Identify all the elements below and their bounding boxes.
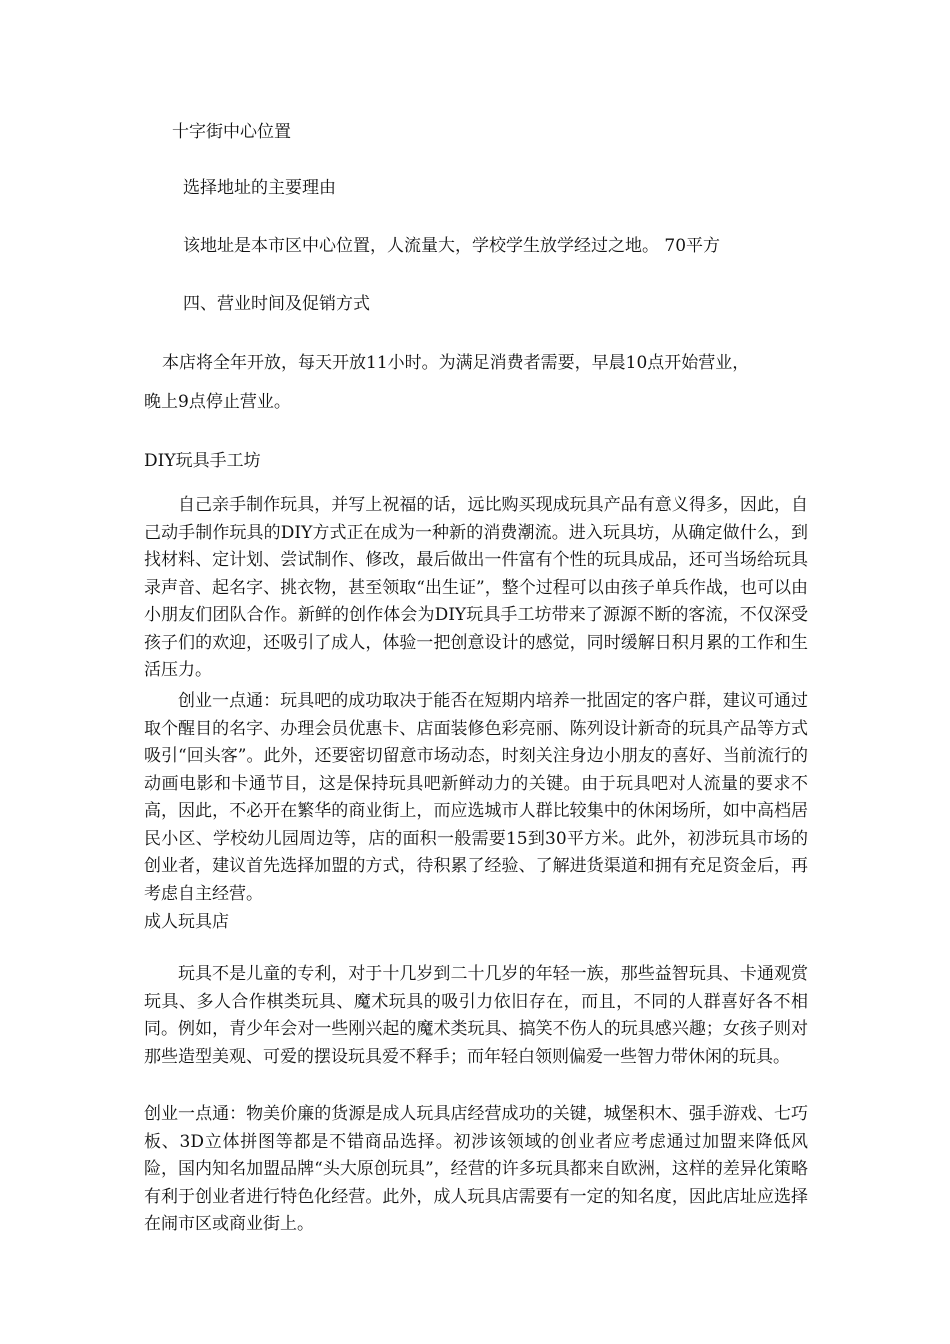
site-reason-text: 该地址是本市区中心位置，人流量大，学校学生放学经过之地。 70平方 [183,236,721,256]
adult-toy-store-tip: 创业一点通：物美价廉的货源是成人玩具店经营成功的关键，城堡积木、强手游戏、七巧板、3D立体拼图等都是不错商品选择。初涉该领域的创业者应考虑通过加盟来降低风险，国内知名加盟品牌“头大原创玩具”，经营的许多玩具都来自欧洲，这样的差异化策略有利于创业者进行特色化经营。此外，成人玩具店需要有一定的知名度，因此店址应选择在闹市区或商业街上。 [144,1104,808,1234]
site-location-text: 十字街中心位置 [172,122,291,142]
hours-text-line-2: 晚上9点停止营业。 [144,392,291,412]
diy-workshop-tip: 创业一点通：玩具吧的成功取决于能否在短期内培养一批固定的客户群，建议可通过取个醒目的名字、办理会员优惠卡、店面装修色彩亮丽、陈列设计新奇的玩具产品等方式吸引“回头客”。此外，还要密切留意市场动态，时刻关注身边小朋友的喜好、当前流行的动画电影和卡通节目，这是保持玩具吧新鲜动力的关键。由于玩具吧对人流量的要求不高，因此，不必开在繁华的商业街上，而应选城市人群比较集中的休闲场所，如中高档居民小区、学校幼儿园周边等，店的面积一般需要15到30平方米。此外，初涉玩具市场的创业者，建议首先选择加盟的方式，待积累了经验、了解进货渠道和拥有充足资金后，再考虑自主经营。 [144,691,808,904]
adult-toy-store-title: 成人玩具店 [144,912,229,932]
hours-heading: 四、营业时间及促销方式 [183,294,370,314]
adult-toy-store-intro: 玩具不是儿童的专利，对于十几岁到二十几岁的年轻一族，那些益智玩具、卡通观赏玩具、多人合作棋类玩具、魔术玩具的吸引力依旧存在，而且，不同的人群喜好各不相同。例如，青少年会对一些刚兴起的魔术类玩具、搞笑不伤人的玩具感兴趣；女孩子则对那些造型美观、可爱的摆设玩具爱不释手；而年轻白领则偏爱一些智力带休闲的玩具。 [144,964,808,1067]
diy-workshop-title: DIY玩具手工坊 [144,451,261,471]
site-reason-heading: 选择地址的主要理由 [183,178,336,198]
hours-text-line-1: 本店将全年开放，每天开放11小时。为满足消费者需要，早晨10点开始营业， [162,353,750,373]
diy-workshop-intro: 自己亲手制作玩具，并写上祝福的话，远比购买现成玩具产品有意义得多，因此，自己动手制作玩具的DIY方式正在成为一种新的消费潮流。进入玩具坊，从确定做什么，到找材料、定计划、尝试制作、修改，最后做出一件富有个性的玩具成品，还可当场给玩具录声音、起名字、挑衣物，甚至领取“出生证”，整个过程可以由孩子单兵作战，也可以由小朋友们团队合作。新鲜的创作体会为DIY玩具手工坊带来了源源不断的客流，不仅深受孩子们的欢迎，还吸引了成人，体验一把创意设计的感觉，同时缓解日积月累的工作和生活压力。 [144,495,808,680]
